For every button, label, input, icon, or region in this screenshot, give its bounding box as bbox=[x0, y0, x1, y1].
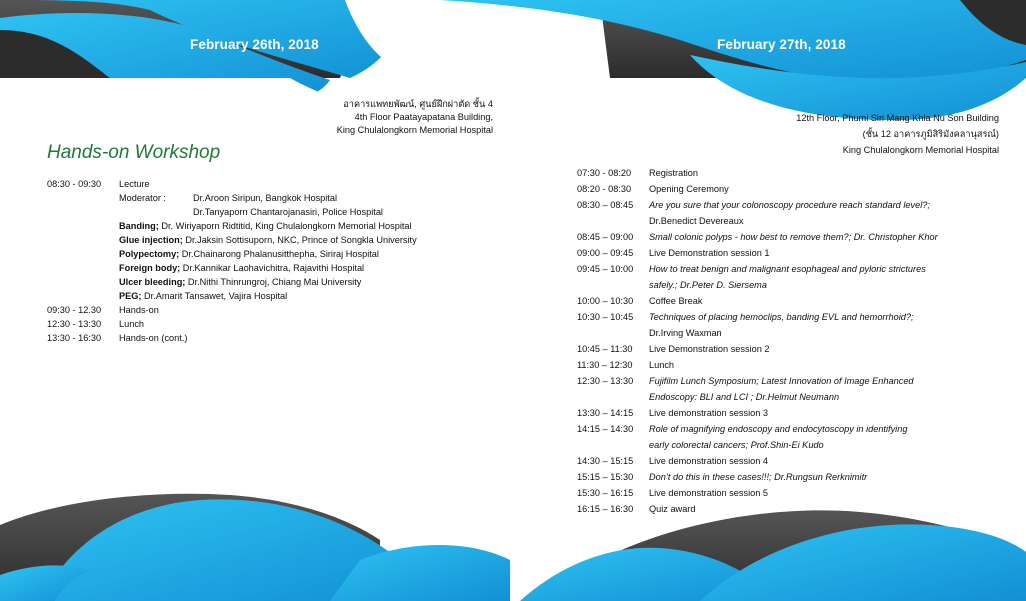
schedule-desc: Techniques of placing hemoclips, banding EVL and hemorrhoid?; bbox=[649, 312, 914, 322]
station-label: Ulcer bleeding; bbox=[119, 277, 186, 287]
schedule-row bbox=[577, 293, 938, 309]
schedule-time: 16:15 – 16:30 bbox=[577, 504, 634, 514]
schedule-row bbox=[577, 469, 938, 485]
schedule-desc: early colorectal cancers; Prof.Shin-Ei Kudo bbox=[649, 440, 824, 450]
schedule-time: 08:30 – 08:45 bbox=[577, 200, 634, 210]
left-schedule bbox=[47, 177, 417, 345]
schedule-row bbox=[577, 165, 938, 181]
schedule-row bbox=[577, 325, 938, 341]
schedule-desc: Opening Ceremony bbox=[649, 184, 729, 194]
station-text: Dr.Amarit Tansawet, Vajira Hospital bbox=[141, 291, 288, 301]
right-date-heading: February 27th, 2018 bbox=[717, 37, 846, 52]
station-row bbox=[47, 261, 417, 275]
schedule-desc: Don’t do this in these cases!!!; Dr.Rungsun Rerknimitr bbox=[649, 472, 868, 482]
schedule-row bbox=[577, 389, 938, 405]
schedule-desc: Role of magnifying endoscopy and endocytoscopy in identifying bbox=[649, 424, 908, 434]
station-label: Banding; bbox=[119, 221, 159, 231]
schedule-desc: Live Demonstration session 1 bbox=[649, 248, 770, 258]
schedule-row bbox=[577, 309, 938, 325]
moderator-label: Moderator : bbox=[119, 193, 166, 203]
schedule-desc: Live demonstration session 4 bbox=[649, 456, 768, 466]
schedule-time: 12:30 - 13:30 bbox=[47, 319, 102, 329]
address-line: อาคารแพทยพัฒน์, ศูนย์ฝึกผ่าตัด ชั้น 4 bbox=[343, 99, 493, 109]
schedule-desc: Quiz award bbox=[649, 504, 696, 514]
schedule-row bbox=[577, 213, 938, 229]
schedule-row bbox=[47, 177, 417, 191]
schedule-time: 15:30 – 16:15 bbox=[577, 488, 634, 498]
schedule-desc: Live Demonstration session 2 bbox=[649, 344, 770, 354]
schedule-row bbox=[577, 373, 938, 389]
station-text: Dr. Wiriyaporn Ridtitid, King Chulalongkorn Memorial Hospital bbox=[158, 221, 412, 231]
schedule-desc: Are you sure that your colonoscopy procedure reach standard level?; bbox=[649, 200, 930, 210]
station-text: Dr.Chainarong Phalanusitthepha, Siriraj Hospital bbox=[179, 249, 379, 259]
moderator-name: Dr.Aroon Siripun, Bangkok Hospital bbox=[193, 193, 338, 203]
schedule-time: 07:30 - 08:20 bbox=[577, 168, 632, 178]
station-label: Foreign body; bbox=[119, 263, 181, 273]
schedule-row bbox=[577, 437, 938, 453]
schedule-desc: Lunch bbox=[119, 319, 145, 329]
station-row bbox=[47, 275, 417, 289]
schedule-time: 14:30 – 15:15 bbox=[577, 456, 634, 466]
schedule-time: 14:15 – 14:30 bbox=[577, 424, 634, 434]
right-venue-address bbox=[796, 110, 999, 158]
schedule-time: 09:00 – 09:45 bbox=[577, 248, 634, 258]
left-venue-address bbox=[337, 98, 493, 137]
station-text: Dr.Nithi Thinrungroj, Chiang Mai University bbox=[185, 277, 362, 287]
schedule-time: 12:30 – 13:30 bbox=[577, 376, 634, 386]
station-row bbox=[47, 289, 417, 303]
schedule-time: 09:30 - 12.30 bbox=[47, 305, 102, 315]
address-line: King Chulalongkorn Memorial Hospital bbox=[336, 125, 493, 135]
schedule-row bbox=[47, 303, 417, 317]
schedule-desc: Dr.Irving Waxman bbox=[649, 328, 722, 338]
station-row bbox=[47, 247, 417, 261]
schedule-desc: Live demonstration session 3 bbox=[649, 408, 768, 418]
schedule-row bbox=[577, 485, 938, 501]
schedule-time: 10:45 – 11:30 bbox=[577, 344, 633, 354]
right-schedule bbox=[577, 165, 938, 517]
station-label: Polypectomy; bbox=[119, 249, 180, 259]
schedule-time: 13:30 - 16:30 bbox=[47, 333, 102, 343]
schedule-row bbox=[577, 453, 938, 469]
station-label: Glue injection; bbox=[119, 235, 183, 245]
schedule-desc: Lunch bbox=[649, 360, 675, 370]
schedule-time: 15:15 – 15:30 bbox=[577, 472, 634, 482]
moderator-row bbox=[47, 191, 417, 205]
schedule-row bbox=[577, 357, 938, 373]
station-row bbox=[47, 219, 417, 233]
schedule-desc: Live demonstration session 5 bbox=[649, 488, 768, 498]
schedule-time: 08:45 – 09:00 bbox=[577, 232, 634, 242]
station-label: PEG; bbox=[119, 291, 142, 301]
schedule-time: 10:30 – 10:45 bbox=[577, 312, 634, 322]
schedule-desc: safely.; Dr.Peter D. Siersema bbox=[649, 280, 767, 290]
station-text: Dr.Kannikar Laohavichitra, Rajavithi Hospital bbox=[180, 263, 365, 273]
station-row bbox=[47, 233, 417, 247]
schedule-row bbox=[47, 317, 417, 331]
schedule-desc: Lecture bbox=[119, 179, 150, 189]
moderator-name: Dr.Tanyaporn Chantarojanasiri, Police Hospital bbox=[193, 207, 383, 217]
left-date-heading: February 26th, 2018 bbox=[190, 37, 319, 52]
schedule-time: 08:20 - 08:30 bbox=[577, 184, 632, 194]
schedule-row bbox=[577, 181, 938, 197]
schedule-row bbox=[577, 229, 938, 245]
address-line: (ชั้น 12 อาคารภูมิสิริมังคลานุสรณ์) bbox=[862, 129, 999, 139]
schedule-time: 11:30 – 12:30 bbox=[577, 360, 633, 370]
workshop-title: Hands-on Workshop bbox=[47, 142, 221, 163]
schedule-desc: Registration bbox=[649, 168, 699, 178]
station-text: Dr.Jaksin Sottisuporn, NKC, Prince of Songkla University bbox=[182, 235, 417, 245]
schedule-row bbox=[577, 501, 938, 517]
schedule-row bbox=[577, 405, 938, 421]
schedule-row bbox=[577, 245, 938, 261]
schedule-desc: Small colonic polyps - how best to remove them?; Dr. Christopher Khor bbox=[649, 232, 938, 242]
schedule-time: 08:30 - 09:30 bbox=[47, 179, 102, 189]
schedule-desc: Hands-on (cont.) bbox=[119, 333, 188, 343]
schedule-desc: Endoscopy: BLI and LCI ; Dr.Helmut Neumann bbox=[649, 392, 840, 402]
schedule-desc: How to treat benign and malignant esophageal and pyloric strictures bbox=[649, 264, 926, 274]
schedule-row bbox=[577, 341, 938, 357]
schedule-row bbox=[577, 277, 938, 293]
moderator-row bbox=[47, 205, 417, 219]
schedule-row bbox=[577, 197, 938, 213]
schedule-desc: Hands-on bbox=[119, 305, 159, 315]
schedule-desc: Dr.Benedict Devereaux bbox=[649, 216, 744, 226]
schedule-row bbox=[577, 421, 938, 437]
schedule-row bbox=[577, 261, 938, 277]
schedule-time: 13:30 – 14:15 bbox=[577, 408, 634, 418]
schedule-desc: Coffee Break bbox=[649, 296, 703, 306]
address-line: 4th Floor Paatayapatana Building, bbox=[354, 112, 493, 122]
schedule-time: 09:45 – 10:00 bbox=[577, 264, 634, 274]
address-line: 12th Floor, Phumi Siri Mang Khla Nu Son Building bbox=[796, 113, 999, 123]
address-line: King Chulalongkorn Memorial Hospital bbox=[842, 145, 999, 155]
schedule-desc: Fujifilm Lunch Symposium; Latest Innovation of Image Enhanced bbox=[649, 376, 914, 386]
schedule-time: 10:00 – 10:30 bbox=[577, 296, 634, 306]
schedule-row bbox=[47, 331, 417, 345]
